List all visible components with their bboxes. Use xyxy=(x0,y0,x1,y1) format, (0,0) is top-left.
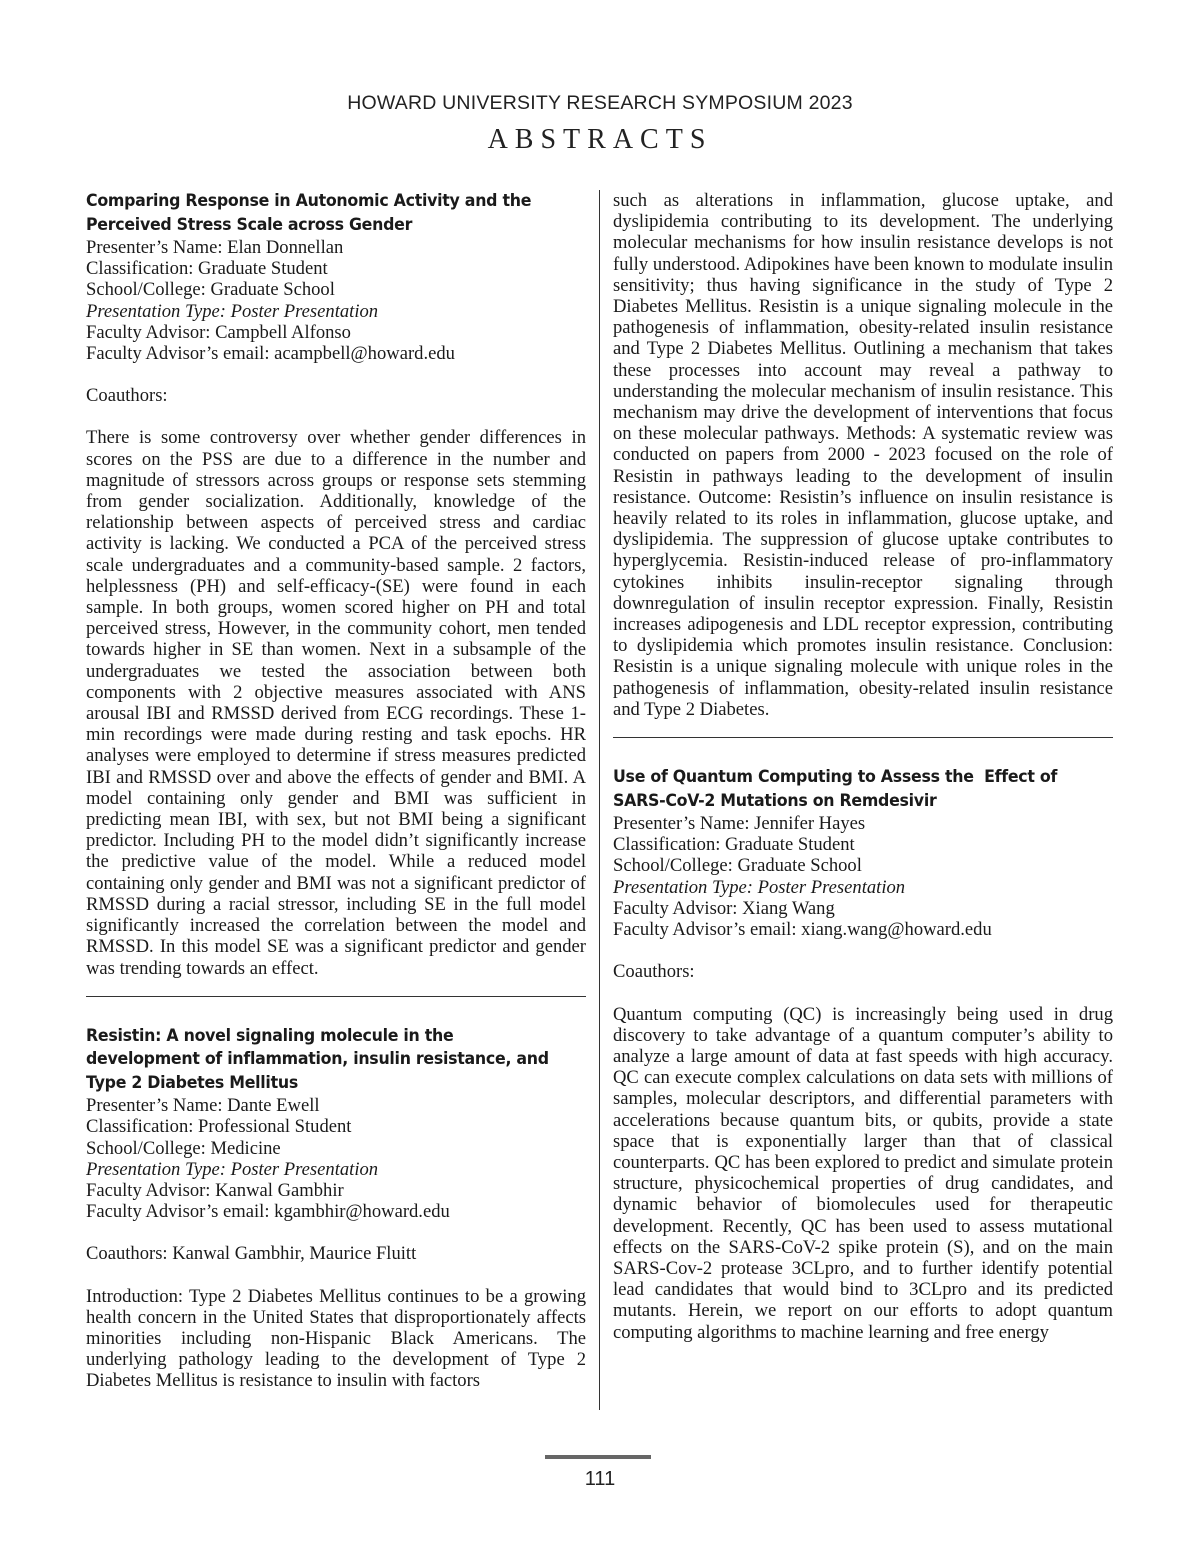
right-column xyxy=(613,190,1113,1343)
abstract-3-body: Quantum computing (QC) is increasingly being used in drug discovery to take advantage of a quantum computer’s ability to analyze a large amount of data at fast speeds with high accuracy. QC can execute complex calculations on data sets with millions of samples, molecular descriptors, and differential parameters with accelerations because quantum bits, or qubits, provide a state space that is exponentially larger than that of classical counterparts. QC has been explored to predict and simulate protein structure, physicochemical properties of drug candidates, and dynamic behavior of biomolecules used for therapeutic development. Recently, QC has been used to assess mutational effects on the SARS-CoV-2 spike protein (S), and on the main SARS-Cov-2 protease 3CLpro, and to further identify potential lead candidates that would bind to 3CLpro and its predicted mutants. Herein, we report on our efforts to adopt quantum computing algorithms to machine learning and free energy xyxy=(613,1003,1113,1343)
section-divider xyxy=(86,996,586,997)
abstract-2-title-line: development of inflammation, insulin resistance, and xyxy=(86,1049,549,1070)
abstract-2-body-part1: Introduction: Type 2 Diabetes Mellitus continues to be a growing health concern in the United States that disproportionately affects minorities including non-Hispanic Black Americans. The underlying pathology leading to the development of Type 2 Diabetes Mellitus is resistance to insulin with factors xyxy=(86,1285,586,1392)
abstract-1-advisor-email: Faculty Advisor’s email: acampbell@howard.edu xyxy=(86,343,455,365)
abstract-2-advisor: Faculty Advisor: Kanwal Gambhir xyxy=(86,1180,344,1202)
abstract-3-coauthors: Coauthors: xyxy=(613,961,695,983)
page-number-bar xyxy=(545,1455,651,1459)
column-divider xyxy=(599,190,600,1410)
abstract-1 xyxy=(86,190,586,979)
abstract-1-advisor: Faculty Advisor: Campbell Alfonso xyxy=(86,321,351,343)
abstract-2-title-line: Type 2 Diabetes Mellitus xyxy=(86,1072,298,1093)
abstract-3-school: School/College: Graduate School xyxy=(613,855,862,877)
abstract-3-classification: Classification: Graduate Student xyxy=(613,834,855,856)
abstract-3-title xyxy=(613,766,1078,813)
abstract-3-title-line: Use of Quantum Computing to Assess the Effect of xyxy=(613,767,1058,788)
abstract-3-presentation-type: Presentation Type: Poster Presentation xyxy=(613,876,906,898)
abstract-3-advisor-email: Faculty Advisor’s email: xiang.wang@howard.edu xyxy=(613,919,992,941)
abstract-2 xyxy=(86,1025,586,1392)
section-title: ABSTRACTS xyxy=(487,124,713,155)
left-column xyxy=(86,190,586,1392)
abstract-2-coauthors: Coauthors: Kanwal Gambhir, Maurice Fluitt xyxy=(86,1243,417,1265)
abstract-3 xyxy=(613,766,1113,1343)
abstract-2-classification: Classification: Professional Student xyxy=(86,1116,352,1138)
abstract-2-title-line: Resistin: A novel signaling molecule in the xyxy=(86,1025,454,1046)
page-number: 111 xyxy=(584,1468,616,1490)
abstract-1-classification: Classification: Graduate Student xyxy=(86,258,328,280)
abstract-1-school: School/College: Graduate School xyxy=(86,279,335,301)
section-divider xyxy=(613,737,1113,738)
abstract-1-body: There is some controversy over whether gender differences in scores on the PSS are due to a difference in the number and magnitude of stressors across groups or response sets stemming from gender socialization. Additionally, knowledge of the relationship between aspects of perceived stress and cardiac activity is lacking. We conducted a PCA of the perceived stress scale undergraduates and a community-based sample. 2 factors, helplessness (PH) and self-efficacy-(SE) were found in each sample. In both groups, women scored higher on PH and total perceived stress, However, in the community cohort, men tended towards higher in SE than women. Next in a subsample of the undergraduates we tested the association between both components with 2 objective measures associated with ANS arousal IBI and RMSSD derived from ECG recordings. These 1-min recordings were made during resting and task epochs. HR analyses were employed to determine if stress measures predicted IBI and RMSSD over and above the effects of gender and BMI. A model containing only gender and BMI was sufficient in predicting mean IBI, with sex, but not BMI being a significant predictor. Including PH to the model didn’t significantly increase the predictive value of the model. While a reduced model containing only gender and BMI was not a significant predictor of RMSSD during a racial stressor, including SE in the full model significantly increased the correlation between the model and RMSSD. In this model SE was a significant predictor and gender was trending towards an effect. xyxy=(86,427,586,979)
abstract-2-advisor-email: Faculty Advisor’s email: kgambhir@howard.edu xyxy=(86,1201,450,1223)
abstract-1-title xyxy=(86,190,551,237)
abstract-3-title-line: SARS-CoV-2 Mutations on Remdesivir xyxy=(613,790,937,811)
abstract-2-title xyxy=(86,1025,551,1096)
abstract-2-presenter: Presenter’s Name: Dante Ewell xyxy=(86,1095,320,1117)
abstract-1-presenter: Presenter’s Name: Elan Donnellan xyxy=(86,237,344,258)
symposium-title: HOWARD UNIVERSITY RESEARCH SYMPOSIUM 2023 xyxy=(347,92,853,114)
abstract-2-presentation-type: Presentation Type: Poster Presentation xyxy=(86,1158,379,1180)
abstract-2-school: School/College: Medicine xyxy=(86,1137,281,1159)
abstract-2-body-part2: such as alterations in inflammation, glucose uptake, and dyslipidemia contributing to its development. The underlying molecular mechanisms for how insulin resistance develops is not fully understood. Adipokines have been known to modulate insulin sensitivity; thus having significance in the study of Type 2 Diabetes Mellitus. Resistin is a unique signaling molecule in the pathogenesis of inflammation, obesity-related insulin resistance and Type 2 Diabetes Mellitus. Outlining a mechanism that takes these processes into account may reveal a pathway to understanding the molecular mechanism of insulin resistance. This mechanism may drive the development of interventions that focus on these molecular pathways. Methods: A systematic review was conducted on papers from 2000 - 2023 focused on the role of Resistin in pathways leading to the development of insulin resistance. Outcome: Resistin’s influence on insulin resistance is heavily related to its roles in inflammation, glucose uptake, and dyslipidemia. The suppression of glucose uptake contributes to hyperglycemia. Resistin-induced release of pro-inflammatory cytokines inhibits insulin-receptor signaling through downregulation of insulin receptor expression. Finally, Resistin increases adipogenesis and LDL receptor expression, contributing to dyslipidemia which promotes insulin resistance. Conclusion: Resistin is a unique signaling molecule with unique roles in the pathogenesis of inflammation, obesity-related insulin resistance and Type 2 Diabetes. xyxy=(613,190,1113,720)
abstract-1-presentation-type: Presentation Type: Poster Presentation xyxy=(86,300,379,322)
abstract-1-coauthors: Coauthors: xyxy=(86,385,168,407)
abstract-3-presenter: Presenter’s Name: Jennifer Hayes xyxy=(613,813,866,835)
abstract-3-advisor: Faculty Advisor: Xiang Wang xyxy=(613,897,835,919)
abstract-1-title-line: Comparing Response in Autonomic Activity and the xyxy=(86,191,532,211)
abstract-1-title-line: Perceived Stress Scale across Gender xyxy=(86,214,413,235)
